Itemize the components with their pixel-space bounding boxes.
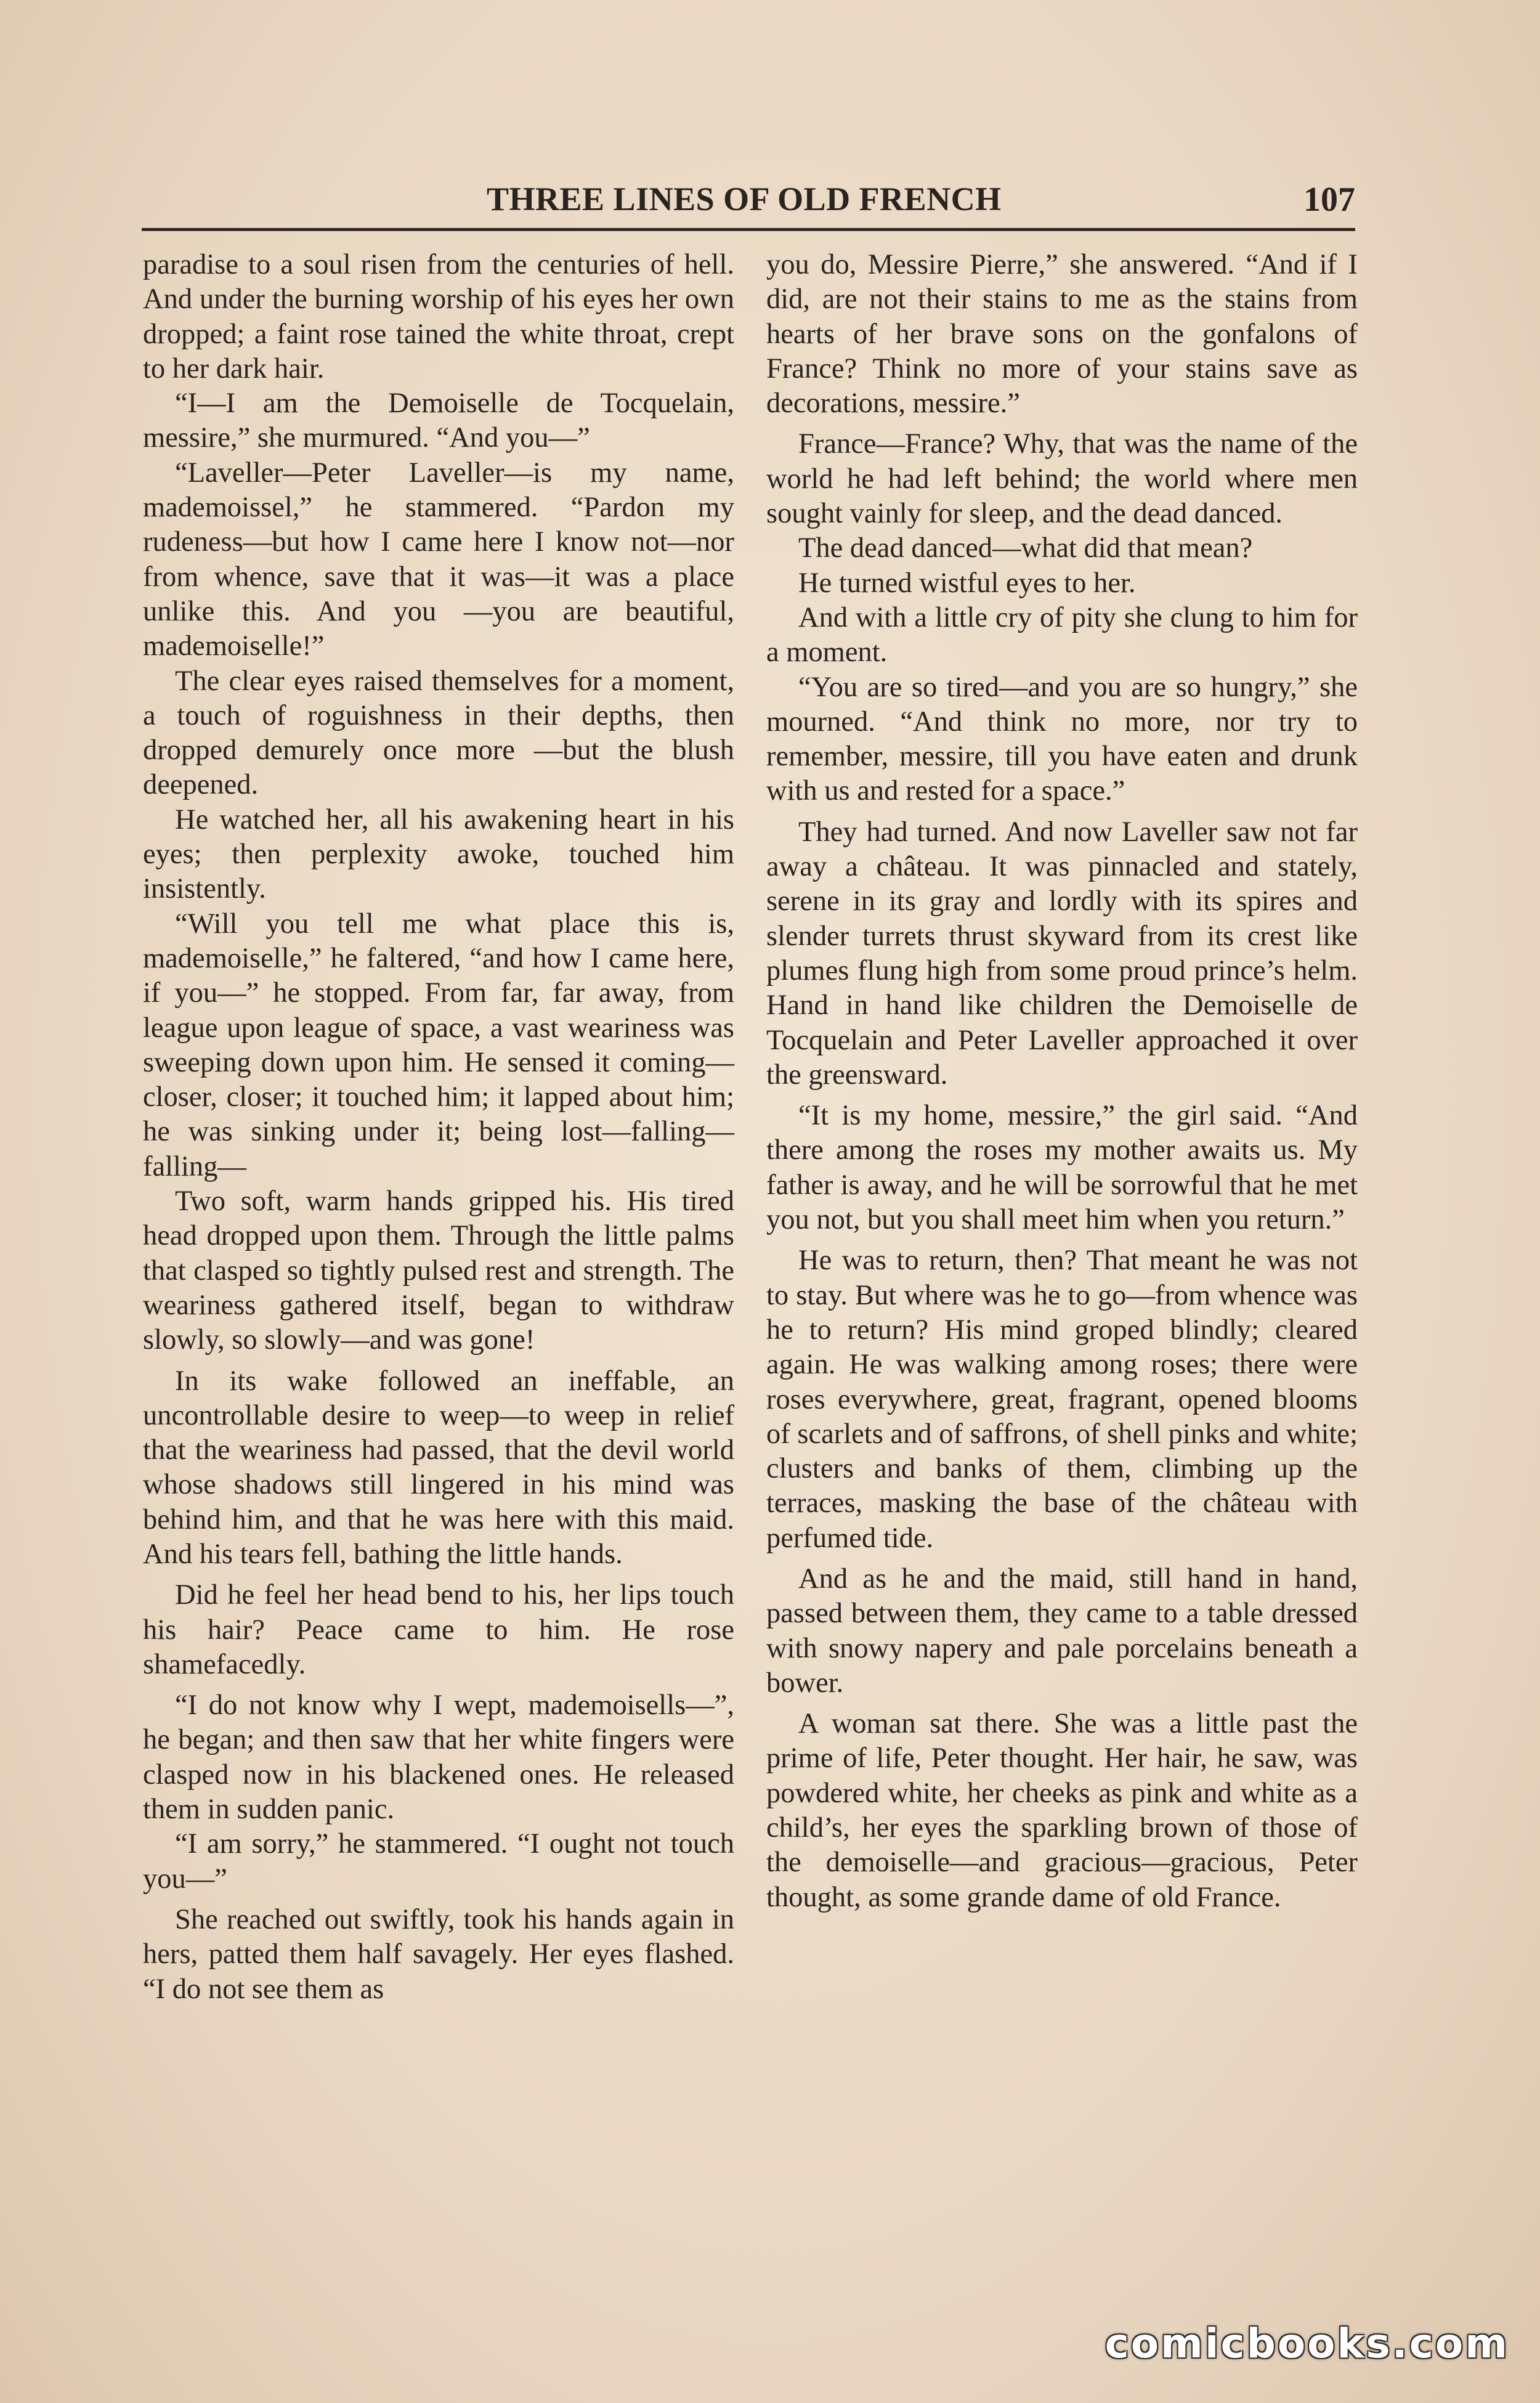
paragraph: “You are so tired—and you are so hungry,” she mourned. “And think no more, nor try to remember, messire, till you have eaten and drunk with us and rested for a space.”: [766, 671, 1358, 807]
paragraph: A woman sat there. She was a little past the prime of life, Peter thought. Her hair, he saw, was powdered white, her cheeks as pink and white as a child’s, her eyes the sparkling brown of those of the demoiselle—and gracious—gracious, Peter thought, as some grande dame of old France.: [766, 1708, 1358, 1913]
paragraph: The clear eyes raised themselves for a moment, a touch of roguishness in their depths, then dropped demurely once more —but the blush deepened.: [143, 665, 734, 801]
left-column: [143, 248, 734, 2007]
paragraph: “Will you tell me what place this is, mademoiselle,” he faltered, “and how I came here, if you—” he stopped. From far, far away, from league upon league of space, a vast weariness was sweeping down upon him. He sensed it coming— closer, closer; it touched him; it lapped about him; he was sinking under it; being lost—falling—falling—: [143, 908, 734, 1182]
paragraph: He watched her, all his awakening heart in his eyes; then perplexity awoke, touched him insistently.: [143, 803, 734, 905]
paragraph: “I am sorry,” he stammered. “I ought not touch you—”: [143, 1828, 734, 1895]
right-column: [766, 248, 1358, 1915]
paragraph: He turned wistful eyes to her.: [798, 567, 1136, 599]
paragraph: “Laveller—Peter Laveller—is my name, mademoissel,” he stammered. “Pardon my rudeness—but how I came here I know not—nor from whence, save that it was—it was a place unlike this. And you —you are beautiful, mademoiselle!”: [143, 457, 734, 662]
paragraph: Two soft, warm hands gripped his. His tired head dropped upon them. Through the little palms that clasped so tightly pulsed rest and strength. The weariness gathered itself, began to withdraw slowly, so slowly—and was gone!: [143, 1185, 734, 1356]
paragraph: And as he and the maid, still hand in hand, passed between them, they came to a table dressed with snowy napery and pale porcelains beneath a bower.: [766, 1563, 1358, 1699]
page-number: 107: [1303, 181, 1355, 219]
running-header: [142, 179, 1355, 231]
paragraph: paradise to a soul risen from the centuries of hell. And under the burning worship of his eyes her own dropped; a faint rose tained the white throat, crept to her dark hair.: [143, 249, 734, 384]
paragraph: France—France? Why, that was the name of the world he had left behind; the world where men sought vainly for sleep, and the dead danced.: [766, 428, 1358, 530]
running-title: THREE LINES OF OLD FRENCH: [487, 181, 1002, 218]
watermark: comicbooks.com: [1104, 2320, 1509, 2367]
paragraph: In its wake followed an ineffable, an uncontrollable desire to weep—to weep in relief that the weariness had passed, that the devil world whose shadows still lingered in his mind was behind him, and that he was here with this maid. And his tears fell, bathing the little hands.: [143, 1365, 734, 1570]
paragraph: “I do not know why I wept, mademoisells—”, he began; and then saw that her white fingers were clasped now in his blackened ones. He released them in sudden panic.: [143, 1689, 734, 1826]
paragraph: She reached out swiftly, took his hands again in hers, patted them half savagely. Her eyes flashed. “I do not see them as: [143, 1903, 734, 2005]
paragraph: And with a little cry of pity she clung to him for a moment.: [766, 601, 1358, 669]
paragraph: Did he feel her head bend to his, her lips touch his hair? Peace came to him. He rose shamefacedly.: [143, 1579, 734, 1680]
paragraph: “I—I am the Demoiselle de Tocquelain, messire,” she murmured. “And you—”: [143, 388, 734, 454]
paragraph: you do, Messire Pierre,” she answered. “And if I did, are not their stains to me as the stains from hearts of her brave sons on the gonfalons of France? Think no more of your stains save as decorations, messire.”: [766, 249, 1358, 420]
paragraph: “It is my home, messire,” the girl said. “And there among the roses my mother awaits us. My father is away, and he will be sorrowful that he met you not, but you shall meet him when you return.”: [766, 1100, 1358, 1236]
paragraph: He was to return, then? That meant he was not to stay. But where was he to go—from whence was he to return? His mind groped blindly; cleared again. He was walking among roses; there were roses everywhere, great, fragrant, opened blooms of scarlets and of saffrons, of shell pinks and white; clusters and banks of them, climbing up the terraces, masking the base of the château with perfumed tide.: [766, 1245, 1358, 1554]
paragraph: They had turned. And now Laveller saw not far away a château. It was pinnacled and stately, serene in its gray and lordly with its spires and slender turrets thrust skyward from its crest like plumes flung high from some proud prince’s helm. Hand in hand like children the Demoiselle de Tocquelain and Peter Laveller approached it over the greensward.: [766, 816, 1358, 1091]
paragraph: The dead danced—what did that mean?: [798, 532, 1253, 564]
